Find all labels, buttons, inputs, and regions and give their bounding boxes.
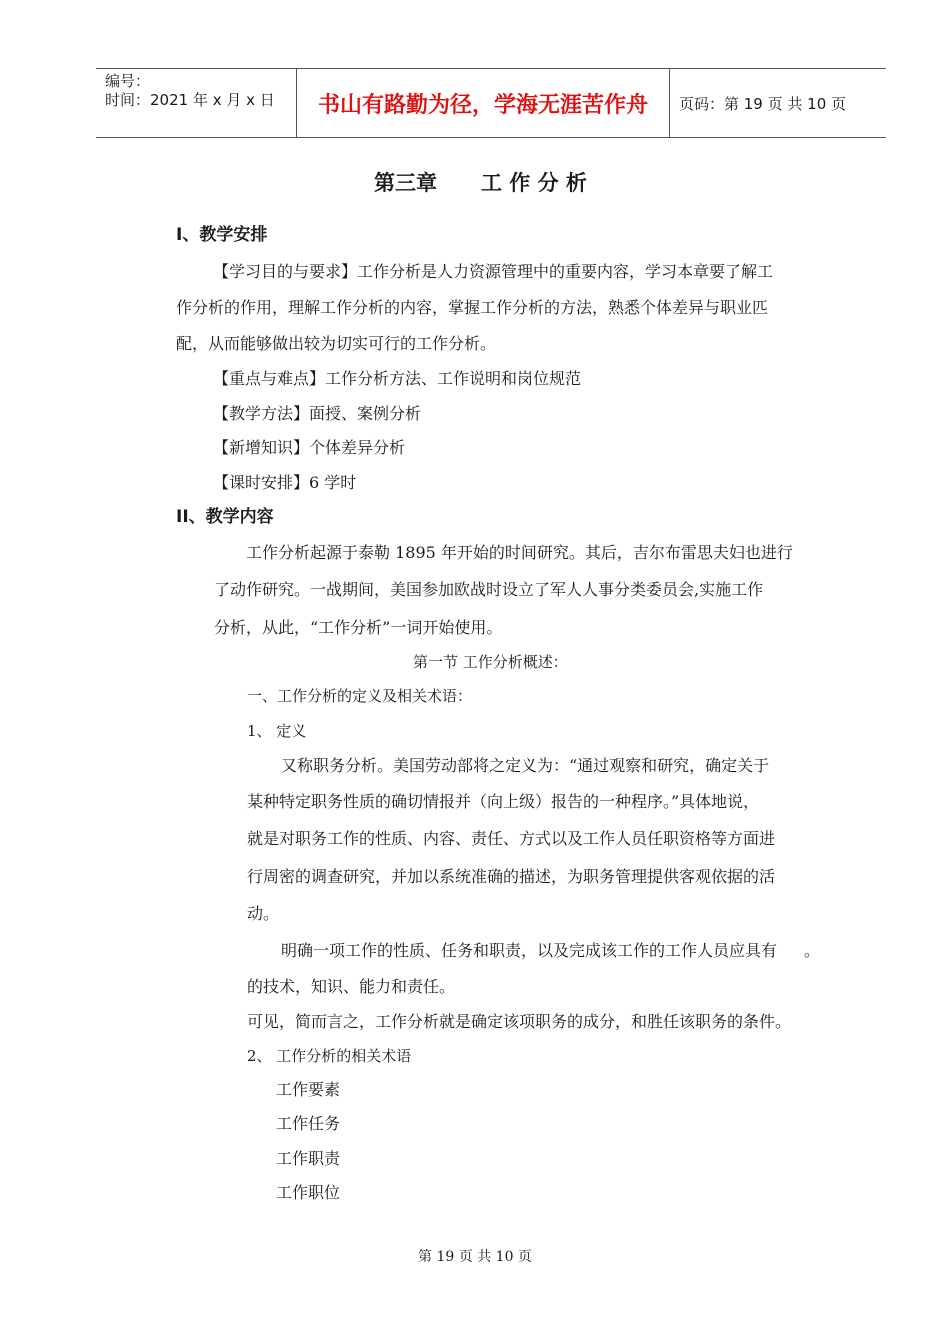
term-item: 工作职责 (276, 1149, 341, 1168)
section-heading-arrangement: I、教学安排 (176, 225, 268, 245)
teaching-method: 【教学方法】面授、案例分析 (213, 404, 422, 423)
new-knowledge: 【新增知识】个体差异分析 (213, 438, 406, 457)
part-heading: 一、工作分析的定义及相关术语： (247, 687, 473, 705)
key-points: 【重点与难点】工作分析方法、工作说明和岗位规范 (213, 369, 582, 388)
class-hours: 【课时安排】6 学时 (213, 473, 357, 492)
page-footer: 第 19 页 共 10 页 (418, 1249, 532, 1265)
definition-line: 就是对职务工作的性质、内容、责任、方式以及工作人员任职资格等方面进 (247, 829, 776, 848)
header-meta (96, 69, 297, 137)
chapter-title (374, 173, 587, 193)
goal-line: 配，从而能够做出较为切实可行的工作分析。 (176, 334, 497, 353)
definition-line: 某种特定职务性质的确切情报并（向上级）报告的一种程序。”具体地说， (247, 792, 760, 811)
definition-line: 动。 (247, 904, 280, 923)
item-terms: 2、 工作分析的相关术语 (247, 1047, 412, 1065)
intro-line: 分析，从此，“工作分析”一词开始使用。 (214, 618, 503, 637)
item-definition: 1、 定义 (247, 722, 307, 740)
header-page-info: 页码：第 19 页 共 10 页 (679, 94, 847, 113)
section-heading-content: II、教学内容 (176, 507, 274, 527)
term-item: 工作任务 (276, 1114, 341, 1133)
goal-line: 作分析的作用，理解工作分析的内容，掌握工作分析的方法，熟悉个体差异与职业匹 (176, 298, 769, 317)
intro-line: 了动作研究。一战期间，美国参加欧战时设立了军人人事分类委员会,实施工作 (214, 580, 764, 599)
clarify-dot: 。 (804, 941, 821, 960)
summary-line: 可见，简而言之，工作分析就是确定该项职务的成分，和胜任该职务的条件。 (247, 1012, 792, 1031)
term-item: 工作要素 (276, 1080, 341, 1099)
intro-line: 工作分析起源于泰勒 1895 年开始的时间研究。其后，吉尔布雷思夫妇也进行 (246, 543, 793, 562)
goal-line: 【学习目的与要求】工作分析是人力资源管理中的重要内容，学习本章要了解工 (213, 262, 774, 281)
clarify-line: 的技术，知识、能力和责任。 (247, 977, 456, 996)
chapter-name: 工 作 分 析 (481, 171, 587, 195)
time-label: 时间：2021 年 x 月 x 日 (105, 91, 275, 109)
chapter-number: 第三章 (374, 171, 437, 195)
number-label: 编号： (105, 72, 151, 90)
page-header (96, 68, 886, 138)
clarify-line: 明确一项工作的性质、任务和职责，以及完成该工作的工作人员应具有 (281, 941, 778, 960)
term-item: 工作职位 (276, 1183, 341, 1202)
definition-line: 又称职务分析。美国劳动部将之定义为：“通过观察和研究，确定关于 (281, 756, 770, 775)
subsection-title: 第一节 工作分析概述： (413, 653, 568, 671)
definition-line: 行周密的调查研究，并加以系统准确的描述，为职务管理提供客观依据的活 (247, 867, 776, 886)
header-motto: 书山有路勤为径，学海无涯苦作舟 (297, 69, 670, 137)
